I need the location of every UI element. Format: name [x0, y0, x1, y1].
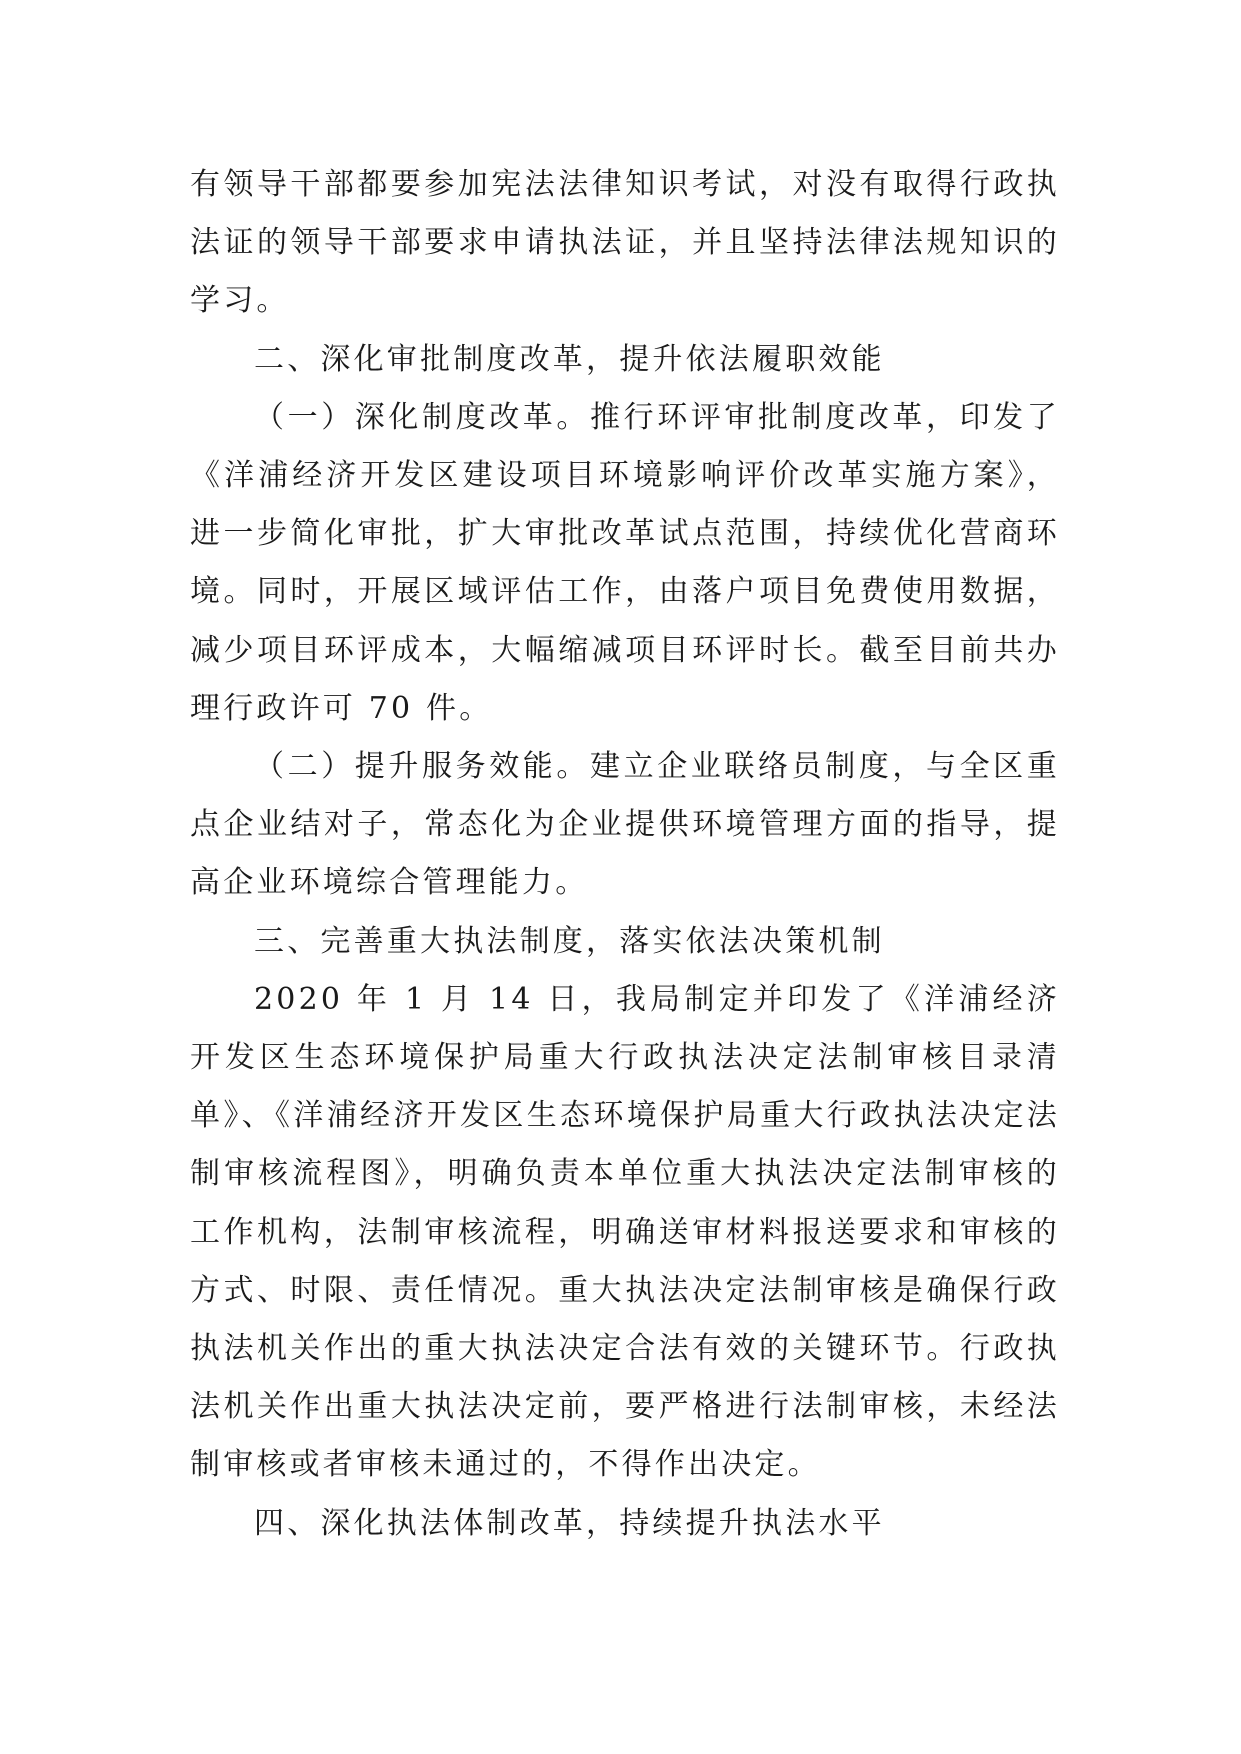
paragraph-continuation: 有领导干部都要参加宪法法律知识考试，对没有取得行政执法证的领导干部要求申请执法证，并且坚持法律法规知识的学习。: [190, 167, 1060, 319]
section-heading-4: 四、深化执法体制改革，持续提升执法水平: [254, 1505, 885, 1541]
section-heading-2: 二、深化审批制度改革，提升依法履职效能: [254, 341, 885, 377]
document-body: [190, 156, 1060, 1553]
paragraph-enforcement: 2020 年 1 月 14 日，我局制定并印发了《洋浦经济开发区生态环境保护局重大行政执法决定法制审核目录清单》、《洋浦经济开发区生态环境保护局重大行政执法决定法制审核流程图》，明确负责本单位重大执法决定法制审核的工作机构，法制审核流程，明确送审材料报送要求和审核的方式、时限、责任情况。重大执法决定法制审核是确保行政执法机关作出的重大执法决定合法有效的关键环节。行政执法机关作出重大执法决定前，要严格进行法制审核，未经法制审核或者审核未通过的，不得作出决定。: [190, 981, 1060, 1483]
section-heading-3: 三、完善重大执法制度，落实依法决策机制: [254, 923, 885, 959]
paragraph-service: （二）提升服务效能。建立企业联络员制度，与全区重点企业结对子，常态化为企业提供环境管理方面的指导，提高企业环境综合管理能力。: [190, 749, 1060, 901]
paragraph-reform: （一）深化制度改革。推行环评审批制度改革，印发了《洋浦经济开发区建设项目环境影响评价改革实施方案》，进一步简化审批，扩大审批改革试点范围，持续优化营商环境。同时，开展区域评估工作，由落户项目免费使用数据，减少项目环评成本，大幅缩减项目环评时长。截至目前共办理行政许可 70 件。: [190, 399, 1060, 726]
